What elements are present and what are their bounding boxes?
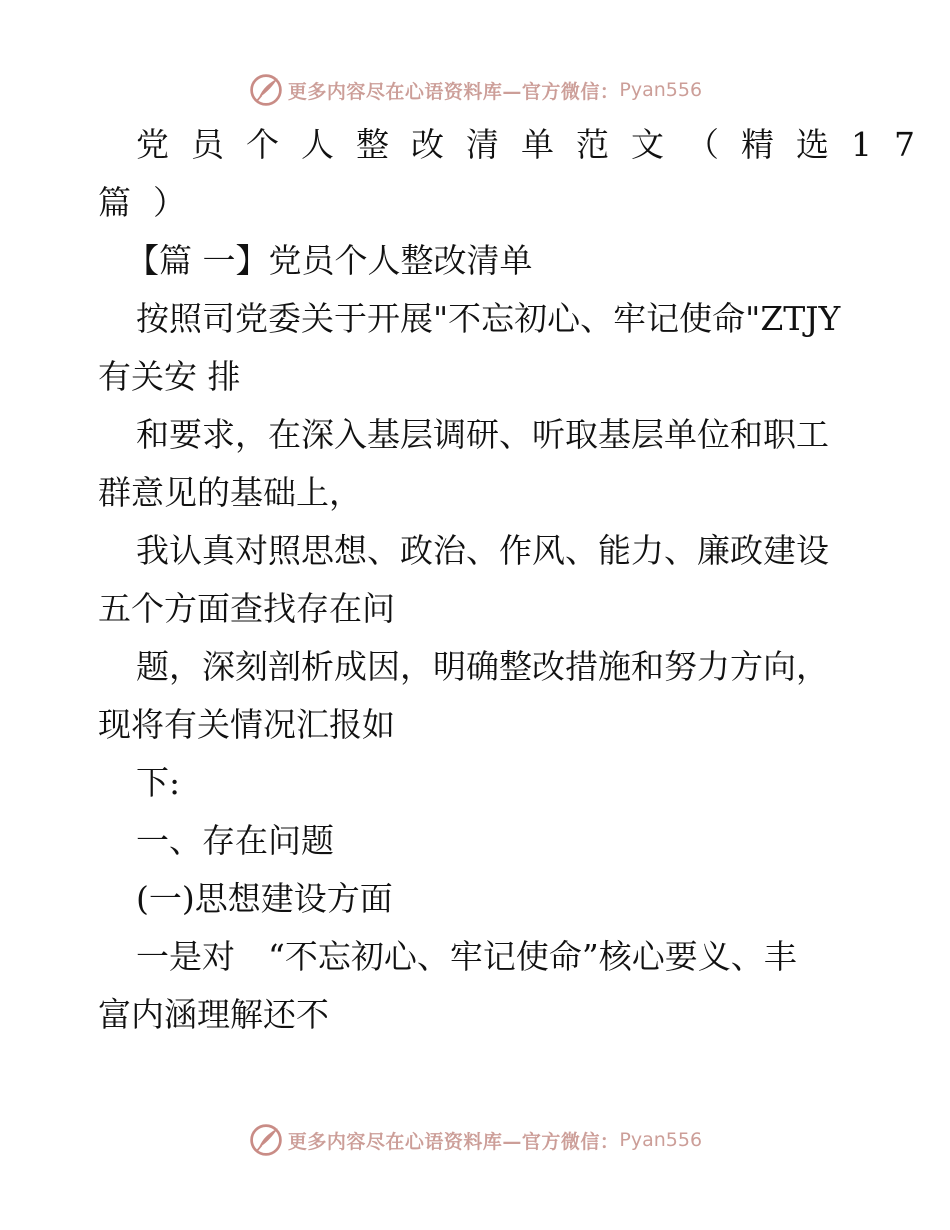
paragraph-line: 题，深刻剖析成因，明确整改措施和努力方向， [136,647,829,686]
document-body [98,116,937,1044]
paragraph-line: 一是对 “不忘初心、牢记使命”核心要义、丰 [136,937,797,976]
paragraph-line: 有关安 排 [98,357,241,396]
paragraph-line: 五个方面查找存在问 [98,589,395,628]
paragraph-line: 富内涵理解还不 [98,995,329,1034]
watermark-wechat-id: Pyan556 [619,1129,703,1151]
watermark-text: 更多内容尽在心语资料库—官方微信： [287,80,620,103]
heading-level-2: (一)思想建设方面 [136,879,393,918]
document-title-continued: 篇） [98,183,208,222]
document-title: 党员个人整改清单范文（精选17 [136,125,937,164]
heading-level-1: 一、存在问题 [136,821,334,860]
watermark-text: 更多内容尽在心语资料库—官方微信： [287,1130,620,1153]
section-heading [98,232,850,290]
section-heading-text: 【篇 一】党员个人整改清单 [126,241,533,280]
paragraph-line: 群意见的基础上， [98,473,362,512]
watermark-wechat-id: Pyan556 [619,79,703,101]
feather-pen-logo-icon [248,1122,284,1158]
paragraph-line: 下: [136,763,181,802]
paragraph-line: 现将有关情况汇报如 [98,705,395,744]
paragraph-line: 和要求，在深入基层调研、听取基层单位和职工 [136,415,829,454]
watermark-banner-top [0,70,950,110]
paragraph-line: 按照司党委关于开展"不忘初心、牢记使命"ZTJY [136,299,841,338]
watermark-banner-bottom [0,1120,950,1160]
paragraph-line: 我认真对照思想、政治、作风、能力、廉政建设 [136,531,829,570]
feather-pen-logo-icon [248,72,284,108]
